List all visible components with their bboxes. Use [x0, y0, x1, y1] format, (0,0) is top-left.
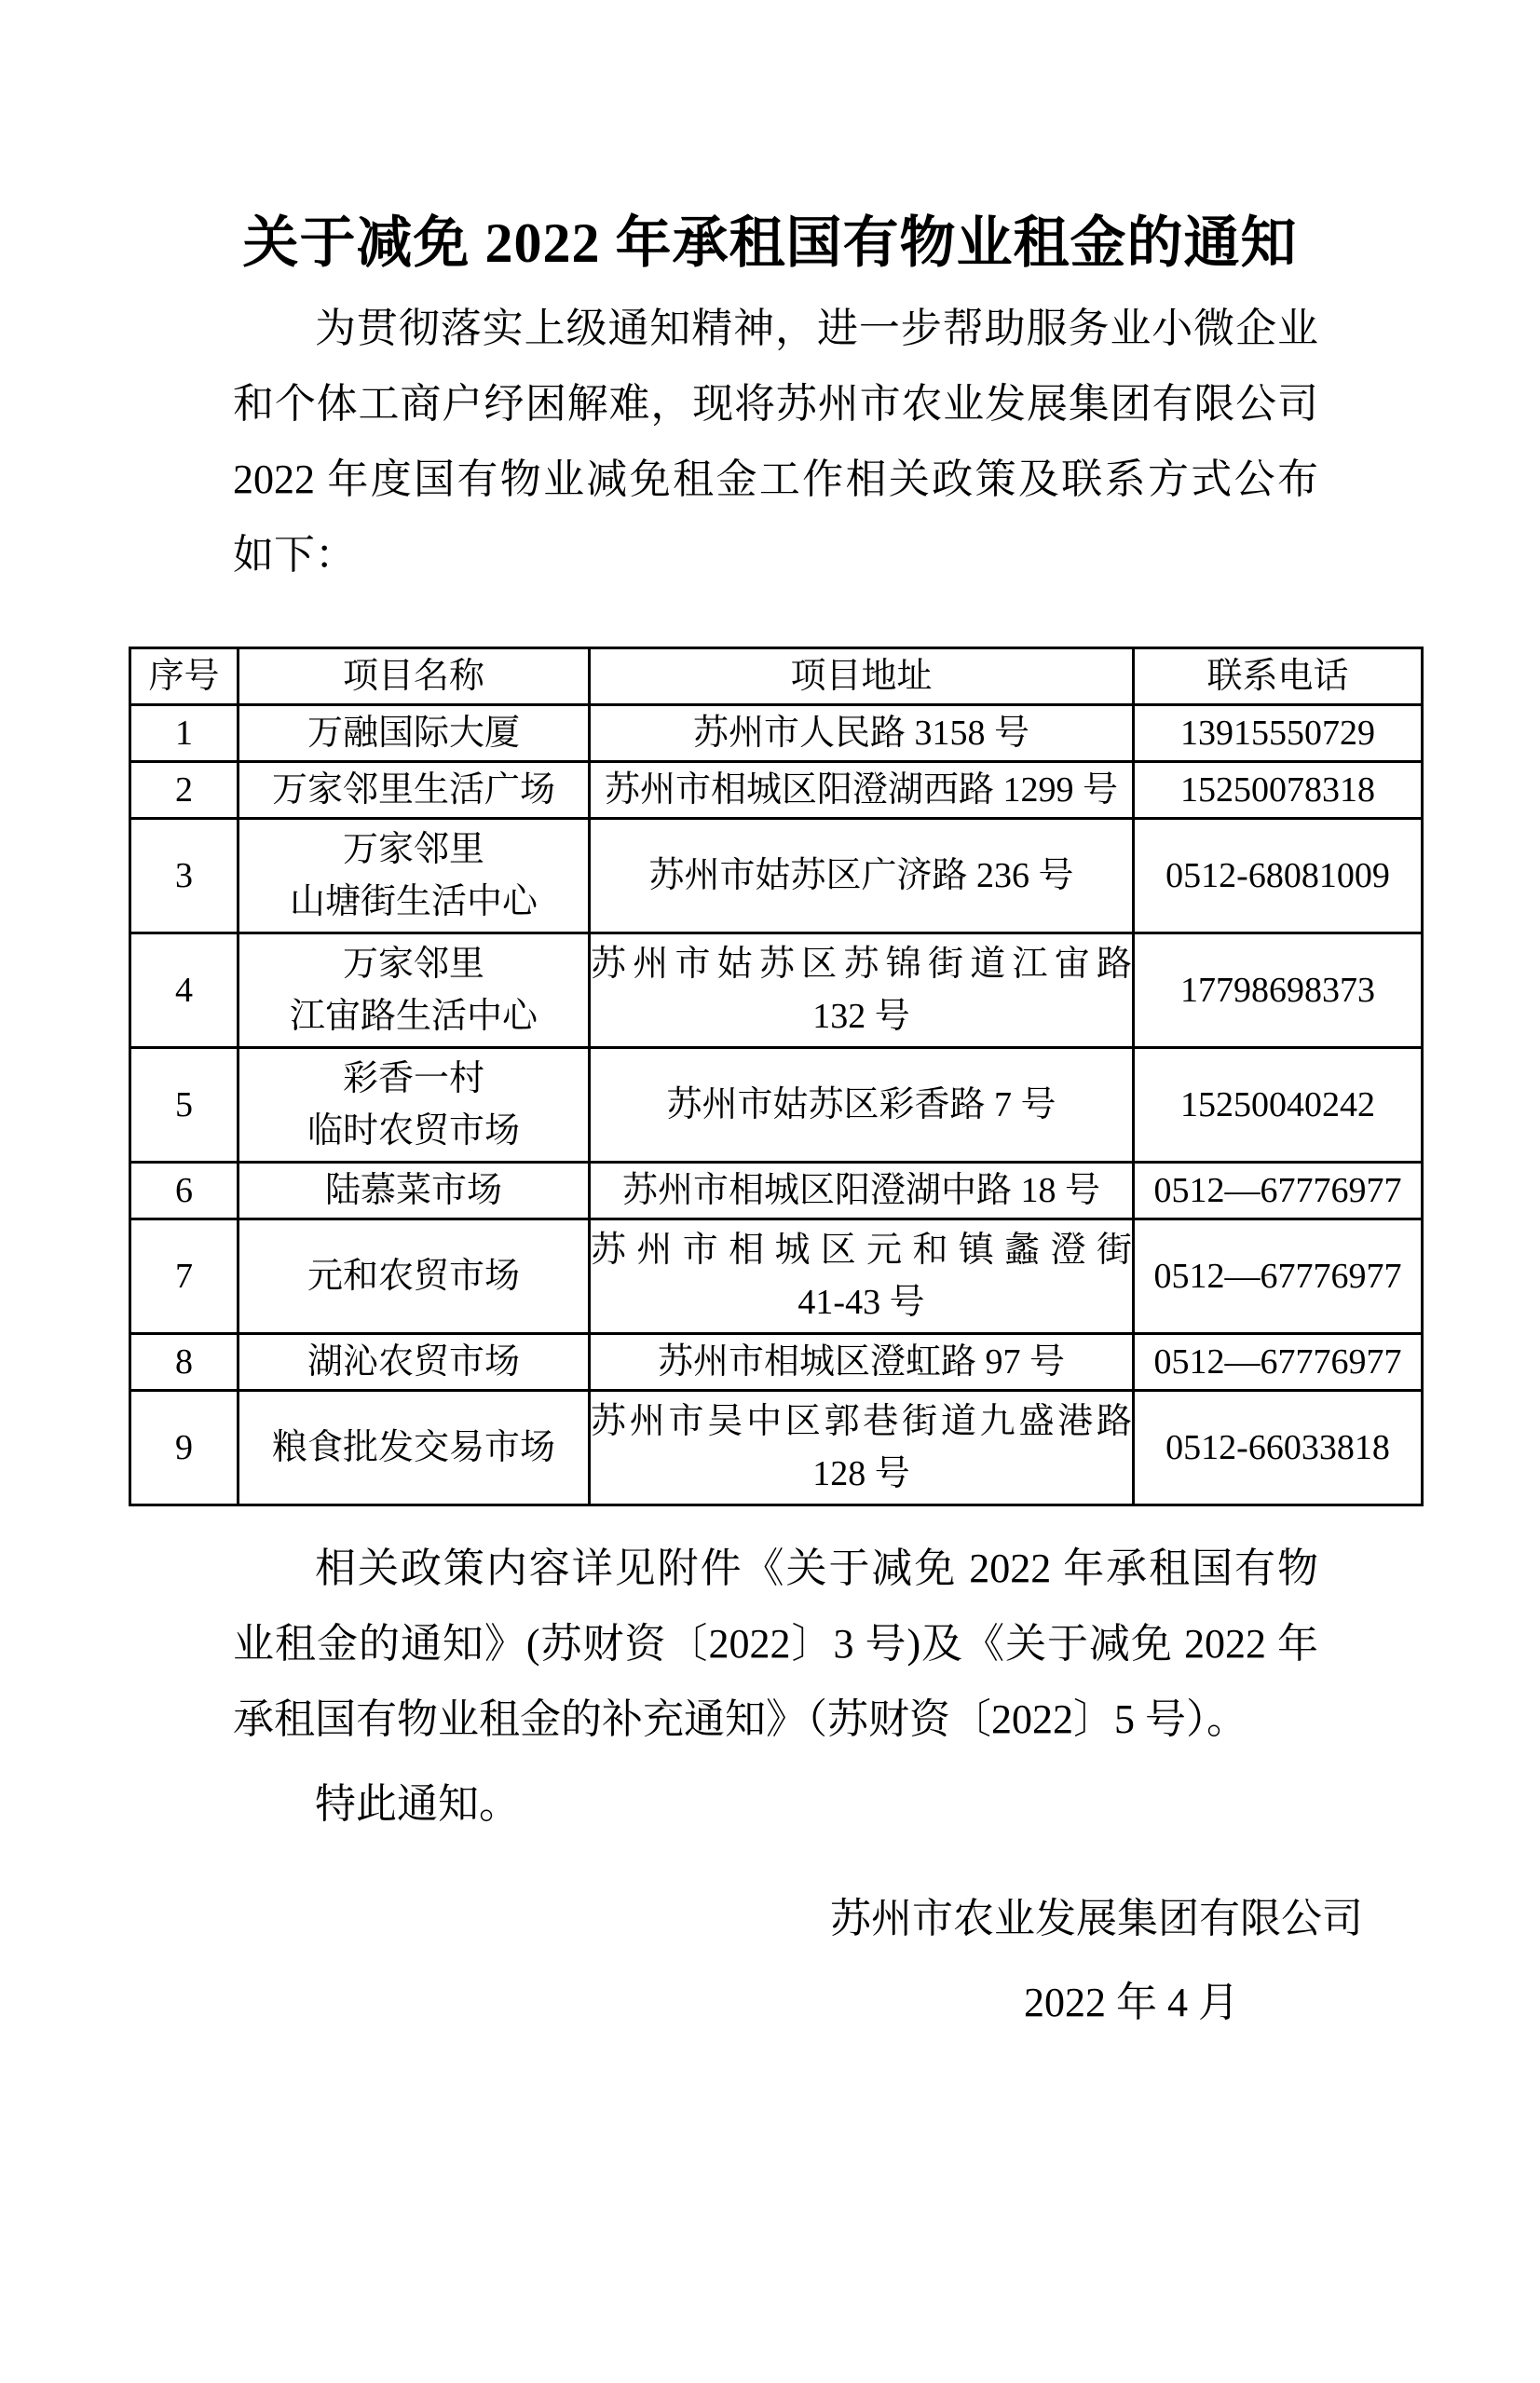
row-number-cell: 1	[130, 705, 238, 762]
project-name-cell	[238, 1334, 590, 1391]
projects-table	[129, 647, 1424, 1506]
contact-phone-cell: 0512—67776977	[1134, 1334, 1423, 1391]
project-address-line: 苏州市相城区元和镇蠡澄街	[591, 1231, 1132, 1270]
project-address-line: 苏州市人民路 3158 号	[692, 714, 1029, 753]
table-row	[130, 1219, 1423, 1334]
project-name-cell	[238, 762, 590, 819]
intro-line: 2022 年度国有物业减免租金工作相关政策及联系方式公布	[233, 456, 1318, 502]
project-name-line: 陆慕菜市场	[324, 1171, 502, 1210]
project-name-line: 万家邻里	[342, 830, 484, 869]
project-name-cell	[238, 1163, 590, 1219]
project-address-cell	[590, 1048, 1134, 1163]
table-row	[130, 762, 1423, 819]
table-row	[130, 819, 1423, 933]
contact-phone-cell: 0512—67776977	[1134, 1219, 1423, 1334]
project-address-cell	[590, 1163, 1134, 1219]
project-address-line: 苏州市相城区阳澄湖中路 18 号	[621, 1171, 1100, 1210]
project-name-line: 万家邻里生活广场	[271, 770, 555, 810]
project-name-line: 万家邻里	[342, 945, 484, 984]
project-name-line: 粮食批发交易市场	[271, 1428, 555, 1467]
intro-line: 为贯彻落实上级通知精神，进一步帮助服务业小微企业	[315, 306, 1318, 351]
table-row	[130, 933, 1423, 1048]
project-name-line: 江宙路生活中心	[289, 997, 538, 1036]
project-address-cell	[590, 705, 1134, 762]
contact-phone-cell: 13915550729	[1134, 705, 1423, 762]
project-address-line: 128 号	[812, 1454, 910, 1493]
notice-line	[233, 1766, 1318, 1842]
project-name-line: 万融国际大厦	[307, 714, 520, 753]
table-body	[130, 705, 1423, 1505]
project-name-line: 临时农贸市场	[307, 1111, 520, 1151]
row-number-cell: 8	[130, 1334, 238, 1391]
row-number-cell: 4	[130, 933, 238, 1048]
project-name-cell	[238, 1048, 590, 1163]
notice-text: 特此通知。	[315, 1781, 520, 1827]
project-name-cell	[238, 1219, 590, 1334]
project-name-line: 山塘街生活中心	[289, 882, 538, 921]
closing-line: 承租国有物业租金的补充通知》（苏财资〔2022〕5 号）。	[233, 1696, 1247, 1742]
table-header-row	[130, 648, 1423, 705]
row-number-cell: 9	[130, 1391, 238, 1505]
project-name-cell	[238, 933, 590, 1048]
project-name-cell	[238, 819, 590, 933]
project-address-cell	[590, 1219, 1134, 1334]
project-address-line: 苏州市姑苏区苏锦街道江宙路	[591, 945, 1132, 984]
table-row	[130, 1048, 1423, 1163]
closing-line: 相关政策内容详见附件《关于减免 2022 年承租国有物	[315, 1546, 1318, 1591]
intro-line: 如下：	[233, 532, 356, 578]
signature-date: 2022 年 4 月	[1024, 1980, 1239, 2025]
project-address-line: 苏州市姑苏区广济路 236 号	[648, 856, 1074, 895]
project-address-cell	[590, 933, 1134, 1048]
table-header-cell: 项目地址	[590, 648, 1134, 705]
project-address-line: 132 号	[812, 997, 910, 1036]
project-address-cell	[590, 1334, 1134, 1391]
contact-phone-cell: 0512—67776977	[1134, 1163, 1423, 1219]
table-row	[130, 1391, 1423, 1505]
contact-phone-cell: 0512-66033818	[1134, 1391, 1423, 1505]
table-header-cell: 联系电话	[1134, 648, 1423, 705]
contact-phone-cell: 0512-68081009	[1134, 819, 1423, 933]
table-header-cell: 项目名称	[238, 648, 590, 705]
closing-paragraph	[233, 1531, 1318, 1757]
project-address-cell	[590, 819, 1134, 933]
project-name-line: 彩香一村	[342, 1059, 484, 1098]
project-address-line: 苏州市姑苏区彩香路 7 号	[666, 1085, 1056, 1124]
closing-line: 业租金的通知》(苏财资〔2022〕3 号)及《关于减免 2022 年	[233, 1621, 1318, 1667]
contact-phone-cell: 15250078318	[1134, 762, 1423, 819]
contact-phone-cell: 15250040242	[1134, 1048, 1423, 1163]
document-page	[0, 205, 1540, 2041]
table-row	[130, 1163, 1423, 1219]
intro-paragraph	[233, 291, 1318, 592]
project-name-line: 元和农贸市场	[307, 1257, 520, 1296]
intro-line: 和个体工商户纾困解难，现将苏州市农业发展集团有限公司	[233, 381, 1318, 427]
row-number-cell: 7	[130, 1219, 238, 1334]
row-number-cell: 3	[130, 819, 238, 933]
signature-company: 苏州市农业发展集团有限公司	[830, 1896, 1363, 1941]
project-name-line: 湖沁农贸市场	[307, 1342, 520, 1382]
table-row	[130, 1334, 1423, 1391]
project-address-cell	[590, 1391, 1134, 1505]
project-address-line: 苏州市吴中区郭巷街道九盛港路	[591, 1402, 1132, 1441]
project-name-cell	[238, 705, 590, 762]
table-header-cell: 序号	[130, 648, 238, 705]
page-title: 关于减免 2022 年承租国有物业租金的通知	[242, 212, 1298, 274]
project-name-cell	[238, 1391, 590, 1505]
contact-phone-cell: 17798698373	[1134, 933, 1423, 1048]
row-number-cell: 2	[130, 762, 238, 819]
project-address-line: 41-43 号	[797, 1283, 925, 1322]
project-address-cell	[590, 762, 1134, 819]
row-number-cell: 5	[130, 1048, 238, 1163]
table-row	[130, 705, 1423, 762]
project-address-line: 苏州市相城区阳澄湖西路 1299 号	[604, 770, 1118, 810]
row-number-cell: 6	[130, 1163, 238, 1219]
project-address-line: 苏州市相城区澄虹路 97 号	[657, 1342, 1065, 1382]
